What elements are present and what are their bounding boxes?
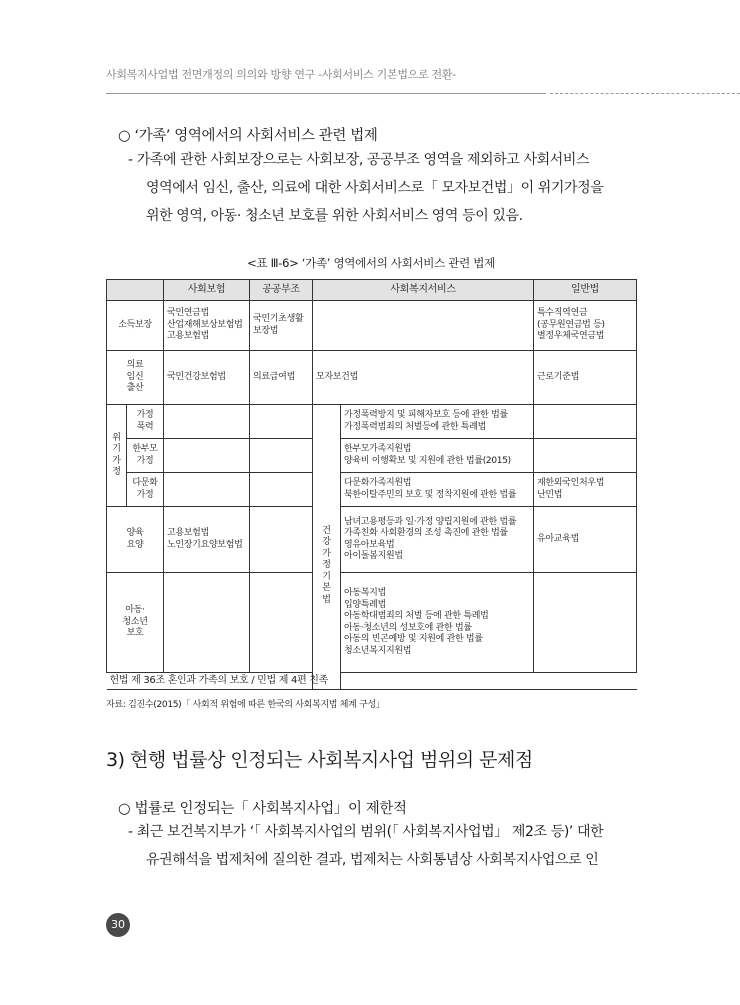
cell-social-insurance — [164, 507, 250, 573]
category-text: 가정 — [136, 410, 154, 420]
header-public-assistance: 공공부조 — [250, 280, 313, 301]
vertical-char: 가 — [112, 455, 121, 466]
section2-bullet: ○ 법률로 인정되는「 사회복지사업」이 제한적 — [118, 801, 407, 817]
row-category: 소득보장 — [107, 301, 164, 351]
law-name: 난민법 — [537, 489, 563, 500]
law-name: 가정폭력범죄의 처벌등에 관한 특례법 — [344, 421, 486, 432]
header-social-insurance: 사회보험 — [164, 280, 250, 301]
law-name: 다문화가족지원법 — [344, 478, 412, 488]
vertical-char: 가 — [322, 548, 331, 559]
category-text: 한부모 — [132, 444, 158, 454]
cell-public-assistance — [250, 473, 313, 507]
law-name: 아동·청소년의 성보호에 관한 법률 — [344, 622, 472, 633]
law-name: 국민연금법 — [167, 308, 209, 319]
cell-social-insurance — [164, 405, 250, 439]
cell-public-assistance — [250, 507, 313, 573]
section1-bullet: ○ ‘가족’ 영역에서의 사회서비스 관련 법제 — [118, 128, 378, 144]
table-row — [107, 573, 637, 673]
law-name: (공무원연금법 등) — [537, 319, 605, 330]
law-name: 아동학대범죄의 처벌 등에 관한 특례법 — [344, 611, 489, 621]
header-rule-dashed — [550, 93, 740, 94]
page-number: 30 — [106, 913, 130, 937]
vertical-char: 기 — [112, 444, 121, 454]
cell-social-welfare: 모자보건법 — [313, 351, 534, 405]
cell-social-insurance — [164, 301, 250, 351]
section2-paragraph — [128, 818, 603, 874]
cell-public-assistance — [250, 573, 313, 673]
vertical-char: 정 — [322, 560, 331, 571]
cell-general-law — [534, 573, 637, 673]
cell-social-insurance: 국민건강보험법 — [164, 351, 250, 405]
law-name: 가족친화 사회환경의 조성 촉진에 관한 법률 — [344, 528, 508, 538]
table-footer-row — [107, 673, 637, 690]
table-header-row — [107, 280, 637, 301]
category-text: 의료 — [126, 360, 144, 371]
law-name: 산업재해보상보험법 — [167, 319, 243, 330]
row-category — [127, 439, 164, 473]
law-name: 아이돌봄지원법 — [344, 551, 403, 561]
vertical-char: 기 — [322, 571, 331, 582]
para-line: 영역에서 임신, 출산, 의료에 대한 사회서비스로「 모자보건법」이 위기가정을 — [146, 180, 604, 196]
table-row — [107, 351, 637, 405]
law-name: 입양특례법 — [344, 599, 386, 610]
law-name: 가정폭력방지 및 피해자보호 등에 관한 법률 — [344, 410, 508, 420]
law-name: 고용보험법 — [167, 331, 209, 342]
table-caption: <표 Ⅲ-6> ‘가족’ 영역에서의 사회서비스 관련 법제 — [247, 256, 495, 270]
crisis-family-label — [107, 405, 127, 507]
table-row — [107, 301, 637, 351]
header-general-law: 일반법 — [534, 280, 637, 301]
para-line: 유권해석을 법제처에 질의한 결과, 법제처는 사회통념상 사회복지사업으로 인 — [146, 852, 599, 868]
vertical-char: 강 — [322, 537, 331, 548]
cell-general-law — [534, 439, 637, 473]
law-name: 노인장기요양보험법 — [167, 539, 243, 550]
header-blank — [107, 280, 164, 301]
table-row — [107, 439, 637, 473]
section1-paragraph — [128, 146, 603, 230]
law-name: 특수직역연금 — [537, 308, 588, 319]
table-row — [107, 507, 637, 573]
table-source: 자료: 김진수(2015)「 사회적 위험에 따른 한국의 사회복지법 체계 구성」 — [106, 700, 385, 710]
law-name: 청소년복지지원법 — [344, 645, 412, 656]
cell-general-law: 유아교육법 — [534, 507, 637, 573]
cell-public-assistance — [250, 405, 313, 439]
category-text: 아동· — [125, 605, 145, 616]
law-name: 영유아보육법 — [344, 539, 395, 550]
table-footer: 헌법 제 36조 혼인과 가족의 보호 / 민법 제 4편 친족 — [107, 673, 637, 690]
cell-public-assistance — [250, 301, 313, 351]
table-row — [107, 473, 637, 507]
law-name: 양육비 이행확보 및 지원에 관한 법률(2015) — [344, 455, 511, 466]
law-name: 한부모가족지원법 — [344, 444, 412, 454]
running-header: 사회복지사업법 전면개정의 의의와 방향 연구 -사회서비스 기본법으로 전환- — [106, 68, 456, 81]
cell-general-law — [534, 405, 637, 439]
category-text: 출산 — [126, 383, 144, 394]
row-category — [107, 507, 164, 573]
header-rule — [106, 93, 546, 94]
law-name: 국민기초생활 — [253, 314, 304, 324]
category-text: 청소년 — [122, 616, 148, 627]
category-text: 양육 — [126, 528, 144, 538]
row-category — [127, 405, 164, 439]
row-category — [127, 473, 164, 507]
vertical-char: 본 — [322, 583, 331, 594]
law-name: 아동의 빈곤예방 및 지원에 관한 법률 — [344, 634, 483, 644]
law-name: 북한이탈주민의 보호 및 정착지원에 관한 법률 — [344, 489, 517, 500]
cell-public-assistance: 의료급여법 — [250, 351, 313, 405]
maternal-health-vertical — [313, 405, 341, 690]
law-name: 보장법 — [253, 325, 279, 336]
cell-social-welfare — [341, 473, 534, 507]
cell-general-law — [534, 473, 637, 507]
law-name: 남녀고용평등과 일·가정 양립지원에 관한 법률 — [344, 516, 517, 527]
para-line: - 가족에 관한 사회보장으로는 사회보장, 공공부조 영역을 제외하고 사회서비스 — [128, 152, 590, 168]
para-line: - 최근 보건복지부가 ‘「 사회복지사업의 범위(「 사회복지사업법」 제2조 등)’ 대한 — [128, 824, 604, 840]
cell-social-welfare — [313, 301, 534, 351]
row-category — [107, 573, 164, 673]
category-text: 가정 — [136, 455, 154, 466]
category-text: 폭력 — [136, 421, 154, 432]
category-text: 임신 — [126, 371, 144, 382]
category-text: 가정 — [136, 489, 154, 500]
cell-general-law — [534, 301, 637, 351]
category-text: 보호 — [126, 628, 144, 639]
cell-social-welfare — [341, 507, 534, 573]
vertical-char: 법 — [322, 594, 331, 605]
header-social-welfare: 사회복지서비스 — [313, 280, 534, 301]
cell-social-insurance — [164, 573, 250, 673]
vertical-char: 건 — [322, 525, 331, 536]
category-text: 다문화 — [132, 478, 158, 488]
cell-public-assistance — [250, 439, 313, 473]
vertical-char: 위 — [112, 432, 121, 443]
law-name: 별정우체국연금법 — [537, 331, 605, 342]
category-text: 요양 — [126, 539, 144, 550]
row-category — [107, 351, 164, 405]
cell-social-insurance — [164, 473, 250, 507]
cell-social-insurance — [164, 439, 250, 473]
cell-general-law: 근로기준법 — [534, 351, 637, 405]
cell-social-welfare — [341, 573, 534, 673]
table-row — [107, 405, 637, 439]
vertical-char: 정 — [112, 467, 121, 477]
law-name: 재한외국인처우법 — [537, 478, 605, 488]
law-table — [106, 279, 637, 690]
law-name: 고용보험법 — [167, 528, 209, 538]
cell-social-welfare — [341, 439, 534, 473]
para-line: 위한 영역, 아동· 청소년 보호를 위한 사회서비스 영역 등이 있음. — [146, 208, 523, 224]
cell-social-welfare — [341, 405, 534, 439]
section-title: 3) 현행 법률상 인정되는 사회복지사업 범위의 문제점 — [106, 749, 533, 771]
law-name: 아동복지법 — [344, 588, 386, 598]
